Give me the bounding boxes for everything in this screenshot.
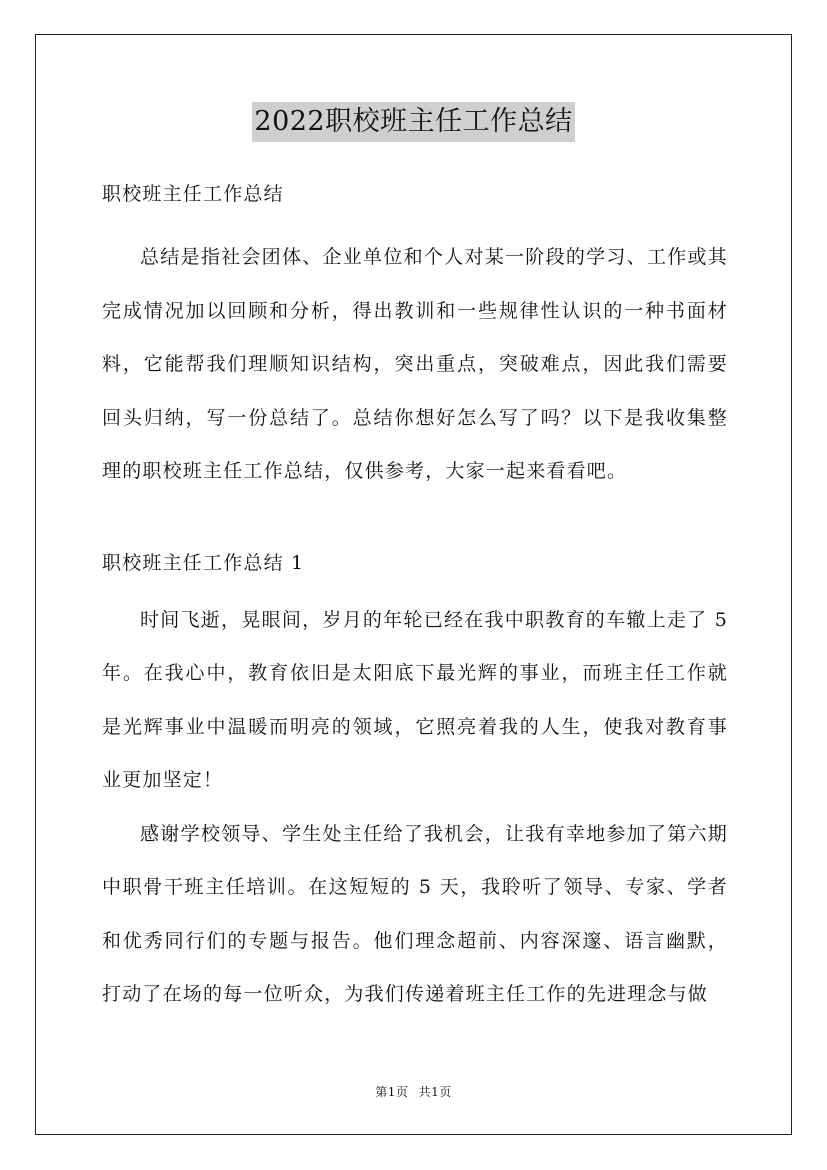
section-paragraph: 感谢学校领导、学生处主任给了我机会，让我有幸地参加了第六期中职骨干班主任培训。在这短短的 5 天，我聆听了领导、专家、学者和优秀同行们的专题与报告。他们理念超前、内容深邃、语言幽默，打动了在场的每一位听众，为我们传递着班主任工作的先进理念与做 xyxy=(102,822,728,1005)
spacer xyxy=(102,582,728,594)
intro-paragraph: 总结是指社会团体、企业单位和个人对某一阶段的学习、工作或其完成情况加以回顾和分析，得出教训和一些规律性认识的一种书面材料，它能帮我们理顺知识结构，突出重点，突破难点，因此我们需要回头归纳，写一份总结了。总结你想好怎么写了吗？以下是我收集整理的职校班主任工作总结，仅供参考，大家一起来看看吧。 xyxy=(102,246,728,482)
intro-heading: 职校班主任工作总结 xyxy=(102,183,284,205)
section-heading: 职校班主任工作总结 1 xyxy=(102,551,305,574)
title-wrap xyxy=(0,102,827,142)
page-footer xyxy=(0,1083,827,1100)
page-total: 共1页 xyxy=(418,1085,452,1099)
spacer xyxy=(102,499,728,544)
document-body xyxy=(102,175,728,1022)
page-number: 第1页 xyxy=(375,1085,409,1099)
spacer xyxy=(102,213,728,231)
section-paragraph: 时间飞逝，晃眼间，岁月的年轮已经在我中职教育的车辙上走了 5年。在我心中，教育依旧是太阳底下最光辉的事业，而班主任工作就是光辉事业中温暖而明亮的领域，它照亮着我的人生，使我对教育事业更加坚定！ xyxy=(102,608,728,791)
document-title: 2022职校班主任工作总结 xyxy=(252,102,574,142)
